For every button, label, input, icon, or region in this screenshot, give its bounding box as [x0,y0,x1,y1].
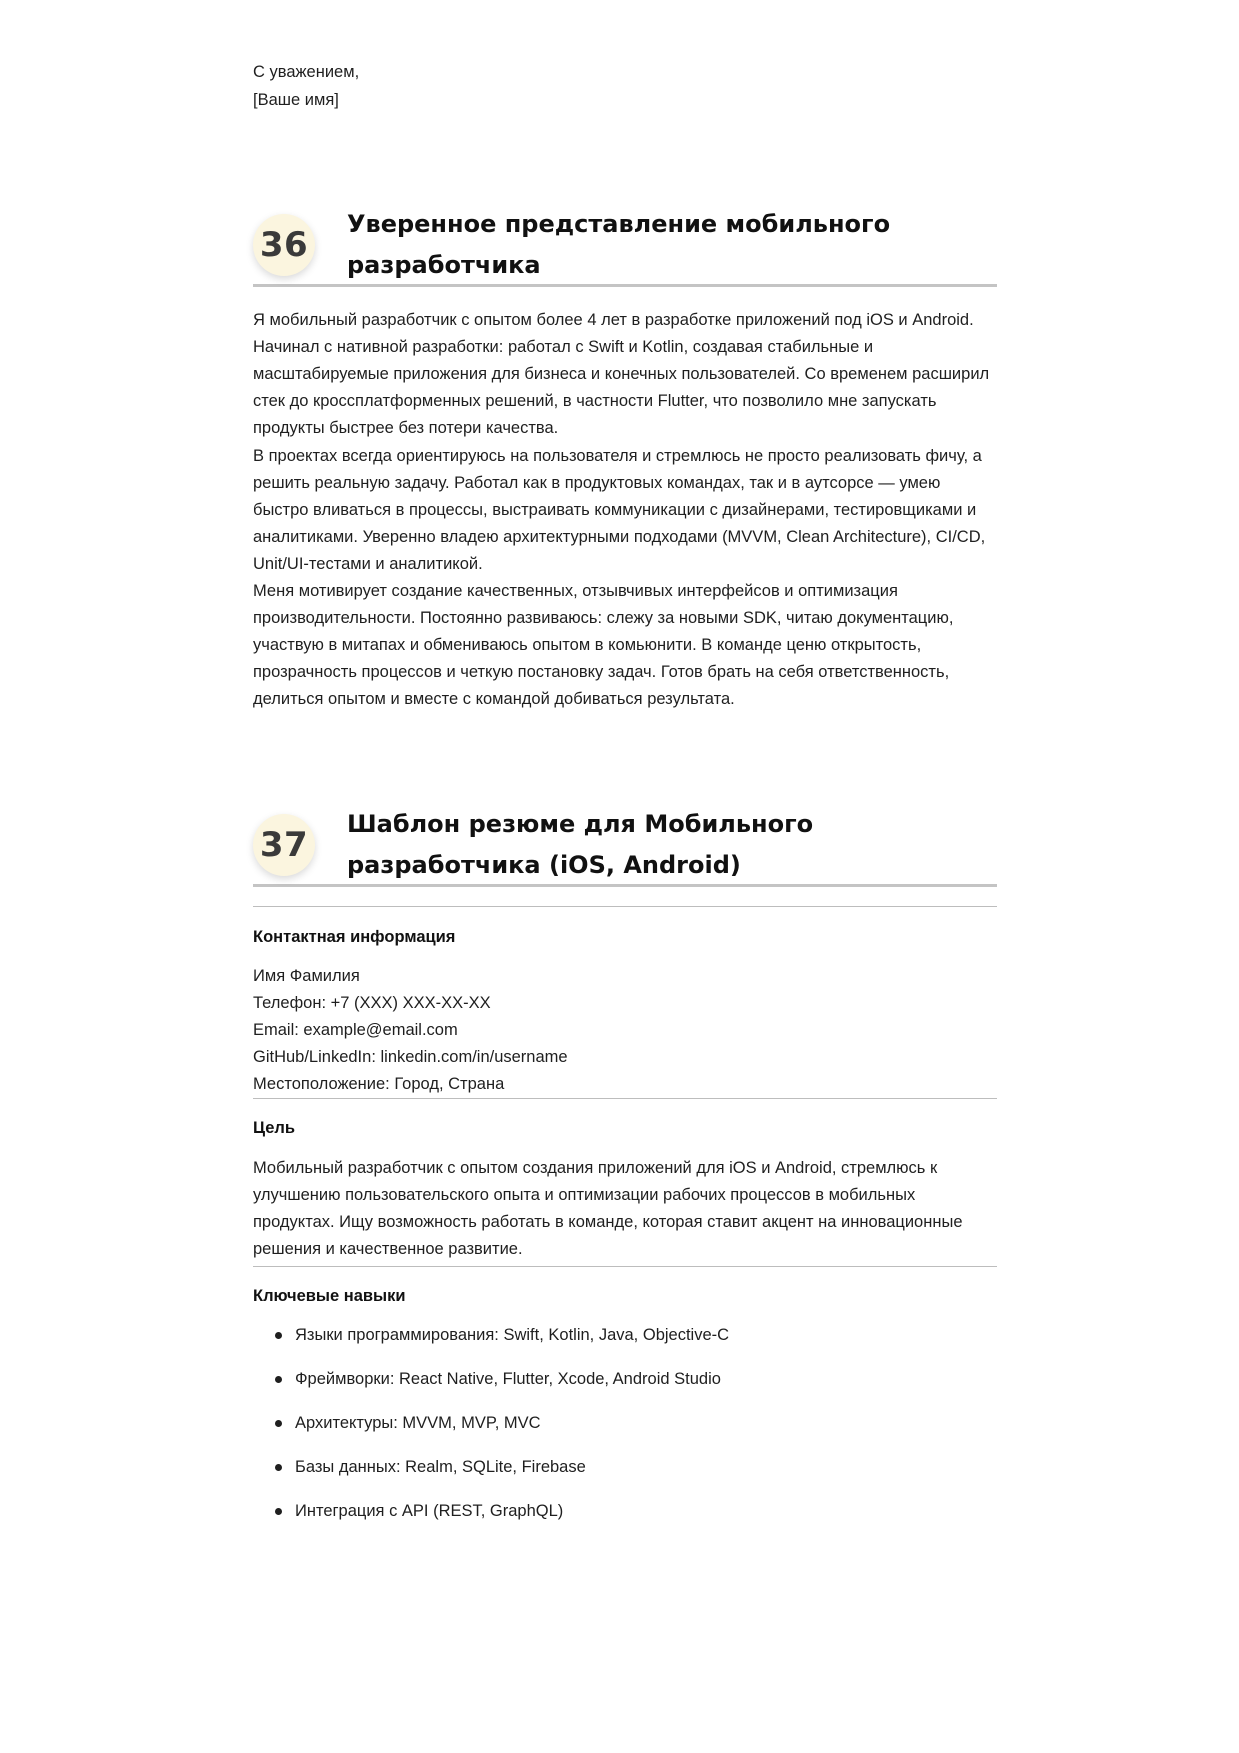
contact-name: Имя Фамилия [253,967,360,985]
section-title: Уверенное представление мобильного разработчика [347,210,891,279]
goal-heading: Цель [253,1119,296,1137]
contact-info [253,963,568,1098]
paragraph: Меня мотивирует создание качественных, отзывчивых интерфейсов и оптимизация производительности. Постоянно развиваюсь: слежу за новыми SDK, читаю документацию, участвую в митапах и обмениваюсь опытом в комьюнити. В команде ценю открытость, прозрачность процессов и четкую постановку задач. Готов брать на себя ответственность, делиться опытом и вместе с командой добиваться результата. [253,582,954,708]
paragraph: В проектах всегда ориентируюсь на пользователя и стремлюсь не просто реализовать фичу, а решить реальную задачу. Работал как в продуктовых командах, так и в аутсорсе — умею быстро вливаться в процессы, выстраивать коммуникации с дизайнерами, тестировщиками и аналитиками. Уверенно владею архитектурными подходами (MVVM, Clean Architecture), CI/CD, Unit/UI-тестами и аналитикой. [253,447,986,573]
skills-list [253,1322,997,1542]
signoff-greeting: С уважением, [253,63,360,81]
bullet-icon [275,1464,282,1471]
divider [253,1098,997,1099]
contact-heading: Контактная информация [253,928,456,946]
skills-heading: Ключевые навыки [253,1287,406,1305]
list-item [253,1454,997,1498]
skill-text: Базы данных: Realm, SQLite, Firebase [295,1458,586,1476]
list-item [253,1322,997,1366]
skill-text: Фреймворки: React Native, Flutter, Xcode, Android Studio [295,1370,721,1388]
section-36-header [253,202,997,287]
section-number-badge: 37 [253,814,315,876]
letter-signoff [253,58,359,114]
section-37-header [253,802,997,887]
contact-phone: Телефон: +7 (XXX) XXX-XX-XX [253,994,491,1012]
bullet-icon [275,1420,282,1427]
section-title: Шаблон резюме для Мобильного разработчика (iOS, Android) [347,810,814,879]
contact-profile: GitHub/LinkedIn: linkedin.com/in/username [253,1048,568,1066]
signoff-name: [Ваше имя] [253,91,339,109]
contact-email: Email: example@email.com [253,1021,458,1039]
list-item [253,1410,997,1454]
divider [253,906,997,907]
bullet-icon [275,1508,282,1515]
bullet-icon [275,1376,282,1383]
contact-location: Местоположение: Город, Страна [253,1075,505,1093]
goal-text: Мобильный разработчик с опытом создания приложений для iOS и Android, стремлюсь к улучшению пользовательского опыта и оптимизации рабочих процессов в мобильных продуктах. Ищу возможность работать в команде, которая ставит акцент на инновационные решения и качественное развитие. [253,1159,963,1258]
divider [253,1266,997,1267]
bullet-icon [275,1332,282,1339]
skill-text: Интеграция с API (REST, GraphQL) [295,1502,564,1520]
paragraph: Я мобильный разработчик с опытом более 4 лет в разработке приложений под iOS и Android. Начинал с нативной разработки: работал с Swift и Kotlin, создавая стабильные и масштабируемые приложения для бизнеса и конечных пользователей. Со временем расширил стек до кроссплатформенных решений, в частности Flutter, что позволило мне запускать продукты быстрее без потери качества. [253,311,990,437]
list-item [253,1498,997,1542]
list-item [253,1366,997,1410]
skill-text: Архитектуры: MVVM, MVP, MVC [295,1414,541,1432]
section-number-badge: 36 [253,214,315,276]
skill-text: Языки программирования: Swift, Kotlin, Java, Objective-C [295,1326,730,1344]
